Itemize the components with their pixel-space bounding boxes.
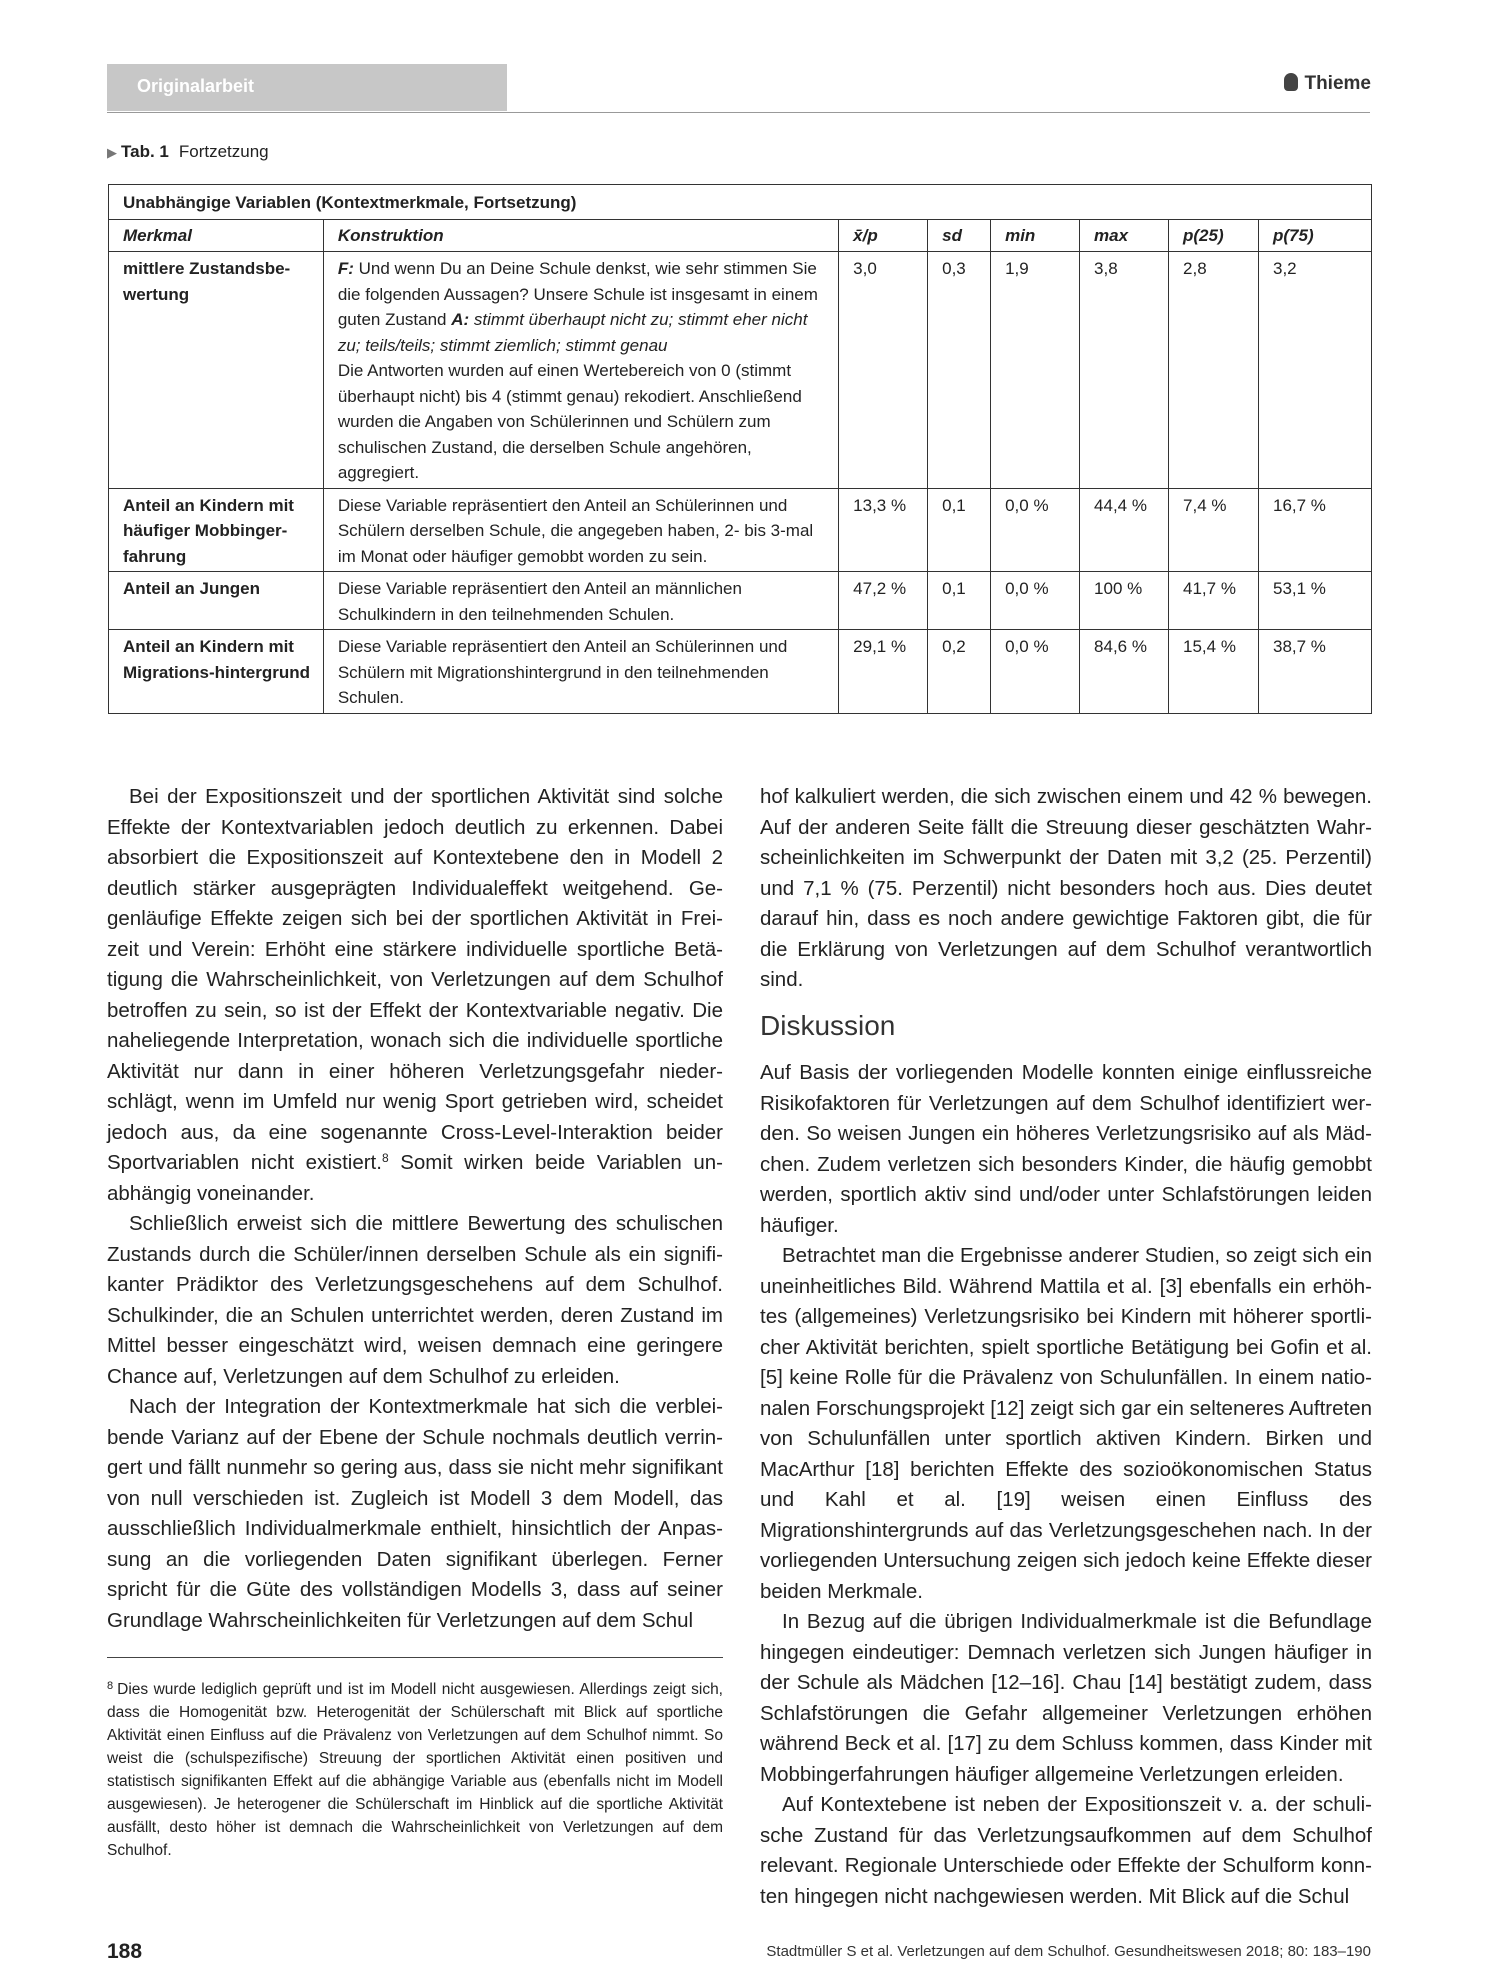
- table-label: Tab. 1: [121, 142, 169, 161]
- section-heading-discussion: Diskussion: [760, 1010, 896, 1041]
- paragraph-text: Bei der Expositionszeit und der sportlichen Aktivität sind solche Effekte der Kontextvariablen jedoch deutlich zu erkennen. Dabei absorbiert die Expositionszeit auf Kontextebene den in Modell 2 deutlich stärker ausgeprägten Individualeffekt weitgehend. Gegenläufige Effekte zeigen sich bei der sportlichen Aktivität in Freizeit und Verein: Erhöht eine stärkere individuelle sportliche Betätigung die Wahrscheinlichkeit, von Verletzungen auf dem Schulhof betroffen zu sein, so ist der Effekt der Kontextvariable negativ. Die naheliegende Interpretation, wonach sich die individuelle sportliche Aktivität nur dann in einer höheren Verletzungsgefahr niederschlägt, wenn im Umfeld nur wenig Sport getrieben wird, scheidet jedoch aus, da eine sogenannte Cross-Level-Interaktion beider Sportvariablen nicht existiert.: [107, 785, 723, 1174]
- caption-triangle-icon: ▶: [107, 145, 117, 160]
- sd-cell: 0,3: [928, 252, 991, 489]
- header-divider: [107, 112, 1370, 113]
- question-label: F:: [337, 259, 354, 278]
- mean-cell: 3,0: [839, 252, 928, 489]
- max-cell: 84,6 %: [1080, 630, 1169, 714]
- paragraph-text: Somit wirken beide Variablen unabhängig voneinander.: [107, 1151, 723, 1205]
- page-number: 188: [107, 1940, 143, 1963]
- paragraph: Auf Kontextebene ist neben der Expositionszeit v. a. der schulische Zustand für das Verletzungsaufkommen auf dem Schulhof relevant. Regionale Unterschiede oder Effekte der Schulform konnten hingegen nicht nachgewiesen werden. Mit Blick auf die Schul: [760, 1793, 1372, 1908]
- max-cell: 3,8: [1080, 252, 1169, 489]
- left-column: [107, 782, 723, 1636]
- publisher-name: Thieme: [1304, 73, 1371, 94]
- paragraph: Schließlich erweist sich die mittlere Bewertung des schulischen Zustands durch die Schüler/innen derselben Schule als ein signifikanter Prädiktor des Verletzungsgeschehens auf dem Schulhof. Schulkinder, die an Schulen unterrichtet werden, deren Zustand im Mittel besser eingeschätzt wird, weisen demnach eine geringere Chance auf, Verletzungen auf dem Schulhof zu erleiden.: [107, 1212, 723, 1388]
- footnote-text: Dies wurde lediglich geprüft und ist im Modell nicht ausgewiesen. Allerdings zeigt sich, dass die Homogenität bzw. Heterogenität der Schülerschaft mit Blick auf sportliche Aktivität einen Einfluss auf die Prävalenz von Verletzungen auf dem Schulhof nimmt. So weist die (schulspezifische) Streuung der sportlichen Aktivität einen positiven und statistisch signifikanten Effekt auf die abhängige Variable aus (ebenfalls nicht im Modell ausgewiesen). Je heterogener die Schülerschaft im Hinblick auf die sportliche Aktivität ausfällt, desto höher ist demnach die Wahrscheinlichkeit von Verletzungen auf dem Schulhof.: [107, 1681, 723, 1859]
- table-caption-text: Fortzetzung: [178, 142, 269, 161]
- paragraph: hof kalkuliert werden, die sich zwischen einem und 42 % bewegen. Auf der anderen Seite fällt die Streuung dieser geschätzten Wahrscheinlichkeiten im Schwerpunkt der Daten mit 3,2 (25. Perzentil) und 7,1 % (75. Perzentil) nicht besonders hoch aus. Dies deutet darauf hin, dass es noch andere gewichtige Faktoren gibt, die für die Erklärung von Verletzungen auf dem Schulhof verantwortlich sind.: [760, 785, 1372, 991]
- construction-note: Die Antworten wurden auf einen Wertebereich von 0 (stimmt überhaupt nicht) bis 4 (stimmt genau) rekodiert. Anschließend wurden die Angaben von Schülerinnen und Schülern zum schulischen Zustand, die derselben Schule angehören, aggregiert.: [337, 361, 802, 482]
- mean-cell: 47,2 %: [839, 572, 928, 630]
- thieme-logo-icon: [1284, 73, 1298, 91]
- footnote: [107, 1675, 723, 1862]
- p25-cell: 41,7 %: [1169, 572, 1259, 630]
- section-label-bar: [107, 64, 507, 111]
- table-header-row: [109, 219, 1372, 252]
- konstruktion-cell: Diese Variable repräsentiert den Anteil an Schülerinnen und Schülern mit Migrationshintergrund in den teilnehmenden Schulen.: [323, 630, 838, 714]
- variables-table: [108, 184, 1372, 714]
- footnote-reference[interactable]: 8: [381, 1151, 389, 1165]
- section-label: Originalarbeit: [137, 76, 255, 96]
- max-cell: 44,4 %: [1080, 488, 1169, 572]
- table-title: Unabhängige Variablen (Kontextmerkmale, Fortsetzung): [109, 185, 1372, 220]
- column-header: max: [1080, 219, 1169, 252]
- konstruktion-cell: Diese Variable repräsentiert den Anteil an männlichen Schulkindern in den teilnehmenden Schulen.: [323, 572, 838, 630]
- paragraph: [107, 782, 723, 1209]
- column-header: sd: [928, 219, 991, 252]
- column-header: x̄/p: [839, 219, 928, 252]
- right-column-discussion: [760, 1058, 1372, 1912]
- paragraph: In Bezug auf die übrigen Individualmerkmale ist die Befundlage hingegen eindeutiger: Demnach verletzen sich Jungen häufiger in der Schule als Mädchen [12–16]. Chau [14] bestätigt zudem, dass Schlafstörungen die Gefahr allgemeiner Verletzungen erhöhen während Beck et al. [17] zu dem Schluss kommen, dass Kinder mit Mobbingerfahrungen häufiger allgemeine Verletzungen erleiden.: [760, 1610, 1372, 1786]
- p25-cell: 7,4 %: [1169, 488, 1259, 572]
- column-header: Merkmal: [109, 219, 324, 252]
- merkmal-cell: Anteil an Kindern mit Migrations-hintergrund: [109, 630, 324, 714]
- footnote-number: 8: [107, 1680, 114, 1692]
- min-cell: 1,9: [991, 252, 1080, 489]
- table-row: [109, 488, 1372, 572]
- merkmal-cell: Anteil an Kindern mit häufiger Mobbingerfahrung: [109, 488, 324, 572]
- max-cell: 100 %: [1080, 572, 1169, 630]
- question-text: Und wenn Du an Deine Schule denkst, wie sehr stimmen Sie die folgenden Aussagen? Unsere Schule ist insgesamt in einem guten Zustand: [337, 259, 818, 329]
- column-header: min: [991, 219, 1080, 252]
- mean-cell: 29,1 %: [839, 630, 928, 714]
- paragraph: Betrachtet man die Ergebnisse anderer Studien, so zeigt sich ein uneinheitliches Bild. Während Mattila et al. [3] ebenfalls ein erhöhtes (allgemeines) Verletzungsrisiko bei Kindern mit höherer sportlicher Aktivität berichten, spielt sportliche Betätigung bei Gofin et al. [5] keine Rolle für die Prävalenz von Schulunfällen. In einem nationalen Forschungsprojekt [12] zeigt sich gar ein selteneres Auftreten von Schulunfällen unter sportlich aktiven Kindern. Birken und MacArthur [18] berichten Effekte des sozioökonomischen Status und Kahl et al. [19] weisen einen Einfluss des Migrationshintergrunds auf das Verletzungsgeschehen nach. In der vorliegenden Untersuchung zeigen sich jedoch keine Effekte dieser beiden Merkmale.: [760, 1244, 1372, 1603]
- column-header: Konstruktion: [323, 219, 838, 252]
- right-column-continuation: [760, 782, 1372, 996]
- table-title-row: [109, 185, 1372, 220]
- p75-cell: 16,7 %: [1258, 488, 1371, 572]
- sd-cell: 0,1: [928, 488, 991, 572]
- konstruktion-cell: Diese Variable repräsentiert den Anteil an Schülerinnen und Schülern derselben Schule, die angegeben haben, 2- bis 3-mal im Monat oder häufiger gemobbt worden zu sein.: [323, 488, 838, 572]
- min-cell: 0,0 %: [991, 572, 1080, 630]
- min-cell: 0,0 %: [991, 488, 1080, 572]
- sd-cell: 0,2: [928, 630, 991, 714]
- mean-cell: 13,3 %: [839, 488, 928, 572]
- table-caption: [107, 142, 269, 162]
- sd-cell: 0,1: [928, 572, 991, 630]
- min-cell: 0,0 %: [991, 630, 1080, 714]
- column-header: p(75): [1258, 219, 1371, 252]
- table-row: [109, 252, 1372, 489]
- p75-cell: 38,7 %: [1258, 630, 1371, 714]
- footnote-divider: [107, 1657, 723, 1658]
- paragraph: Auf Basis der vorliegenden Modelle konnten einige einflussreiche Risikofaktoren für Verletzungen auf dem Schulhof identifiziert werden. So weisen Jungen ein höheres Verletzungsrisiko auf als Mädchen. Zudem verletzen sich besonders Kinder, die häufig gemobbt werden, sportlich aktiv sind und/oder unter Schlafstörungen leiden häufiger.: [760, 1061, 1372, 1237]
- p25-cell: 15,4 %: [1169, 630, 1259, 714]
- konstruktion-cell: [323, 252, 838, 489]
- paragraph: Nach der Integration der Kontextmerkmale hat sich die verbleibende Varianz auf der Ebene der Schule nochmals deutlich verringert und fällt nunmehr so gering aus, dass sie nicht mehr signifikant von null verschieden ist. Zugleich ist Modell 3 dem Modell, das ausschließlich Individualmerkmale enthielt, hinsichtlich der Anpassung an die vorliegenden Daten signifikant überlegen. Ferner spricht für die Güte des vollständigen Modells 3, dass auf seiner Grundlage Wahrscheinlichkeiten für Verletzungen auf dem Schul: [107, 1395, 723, 1632]
- merkmal-cell: Anteil an Jungen: [109, 572, 324, 630]
- answer-label: A:: [451, 310, 470, 329]
- p25-cell: 2,8: [1169, 252, 1259, 489]
- column-header: p(25): [1169, 219, 1259, 252]
- answer-text: stimmt überhaupt nicht zu; stimmt eher nicht zu; teils/teils; stimmt ziemlich; stimmt genau: [337, 310, 808, 355]
- table-row: [109, 630, 1372, 714]
- table-row: [109, 572, 1372, 630]
- p75-cell: 53,1 %: [1258, 572, 1371, 630]
- merkmal-cell: mittlere Zustandsbewertung: [109, 252, 324, 489]
- publisher: [1284, 73, 1371, 95]
- p75-cell: 3,2: [1258, 252, 1371, 489]
- citation: Stadtmüller S et al. Verletzungen auf dem Schulhof. Gesundheitswesen 2018; 80: 183–190: [766, 1943, 1371, 1960]
